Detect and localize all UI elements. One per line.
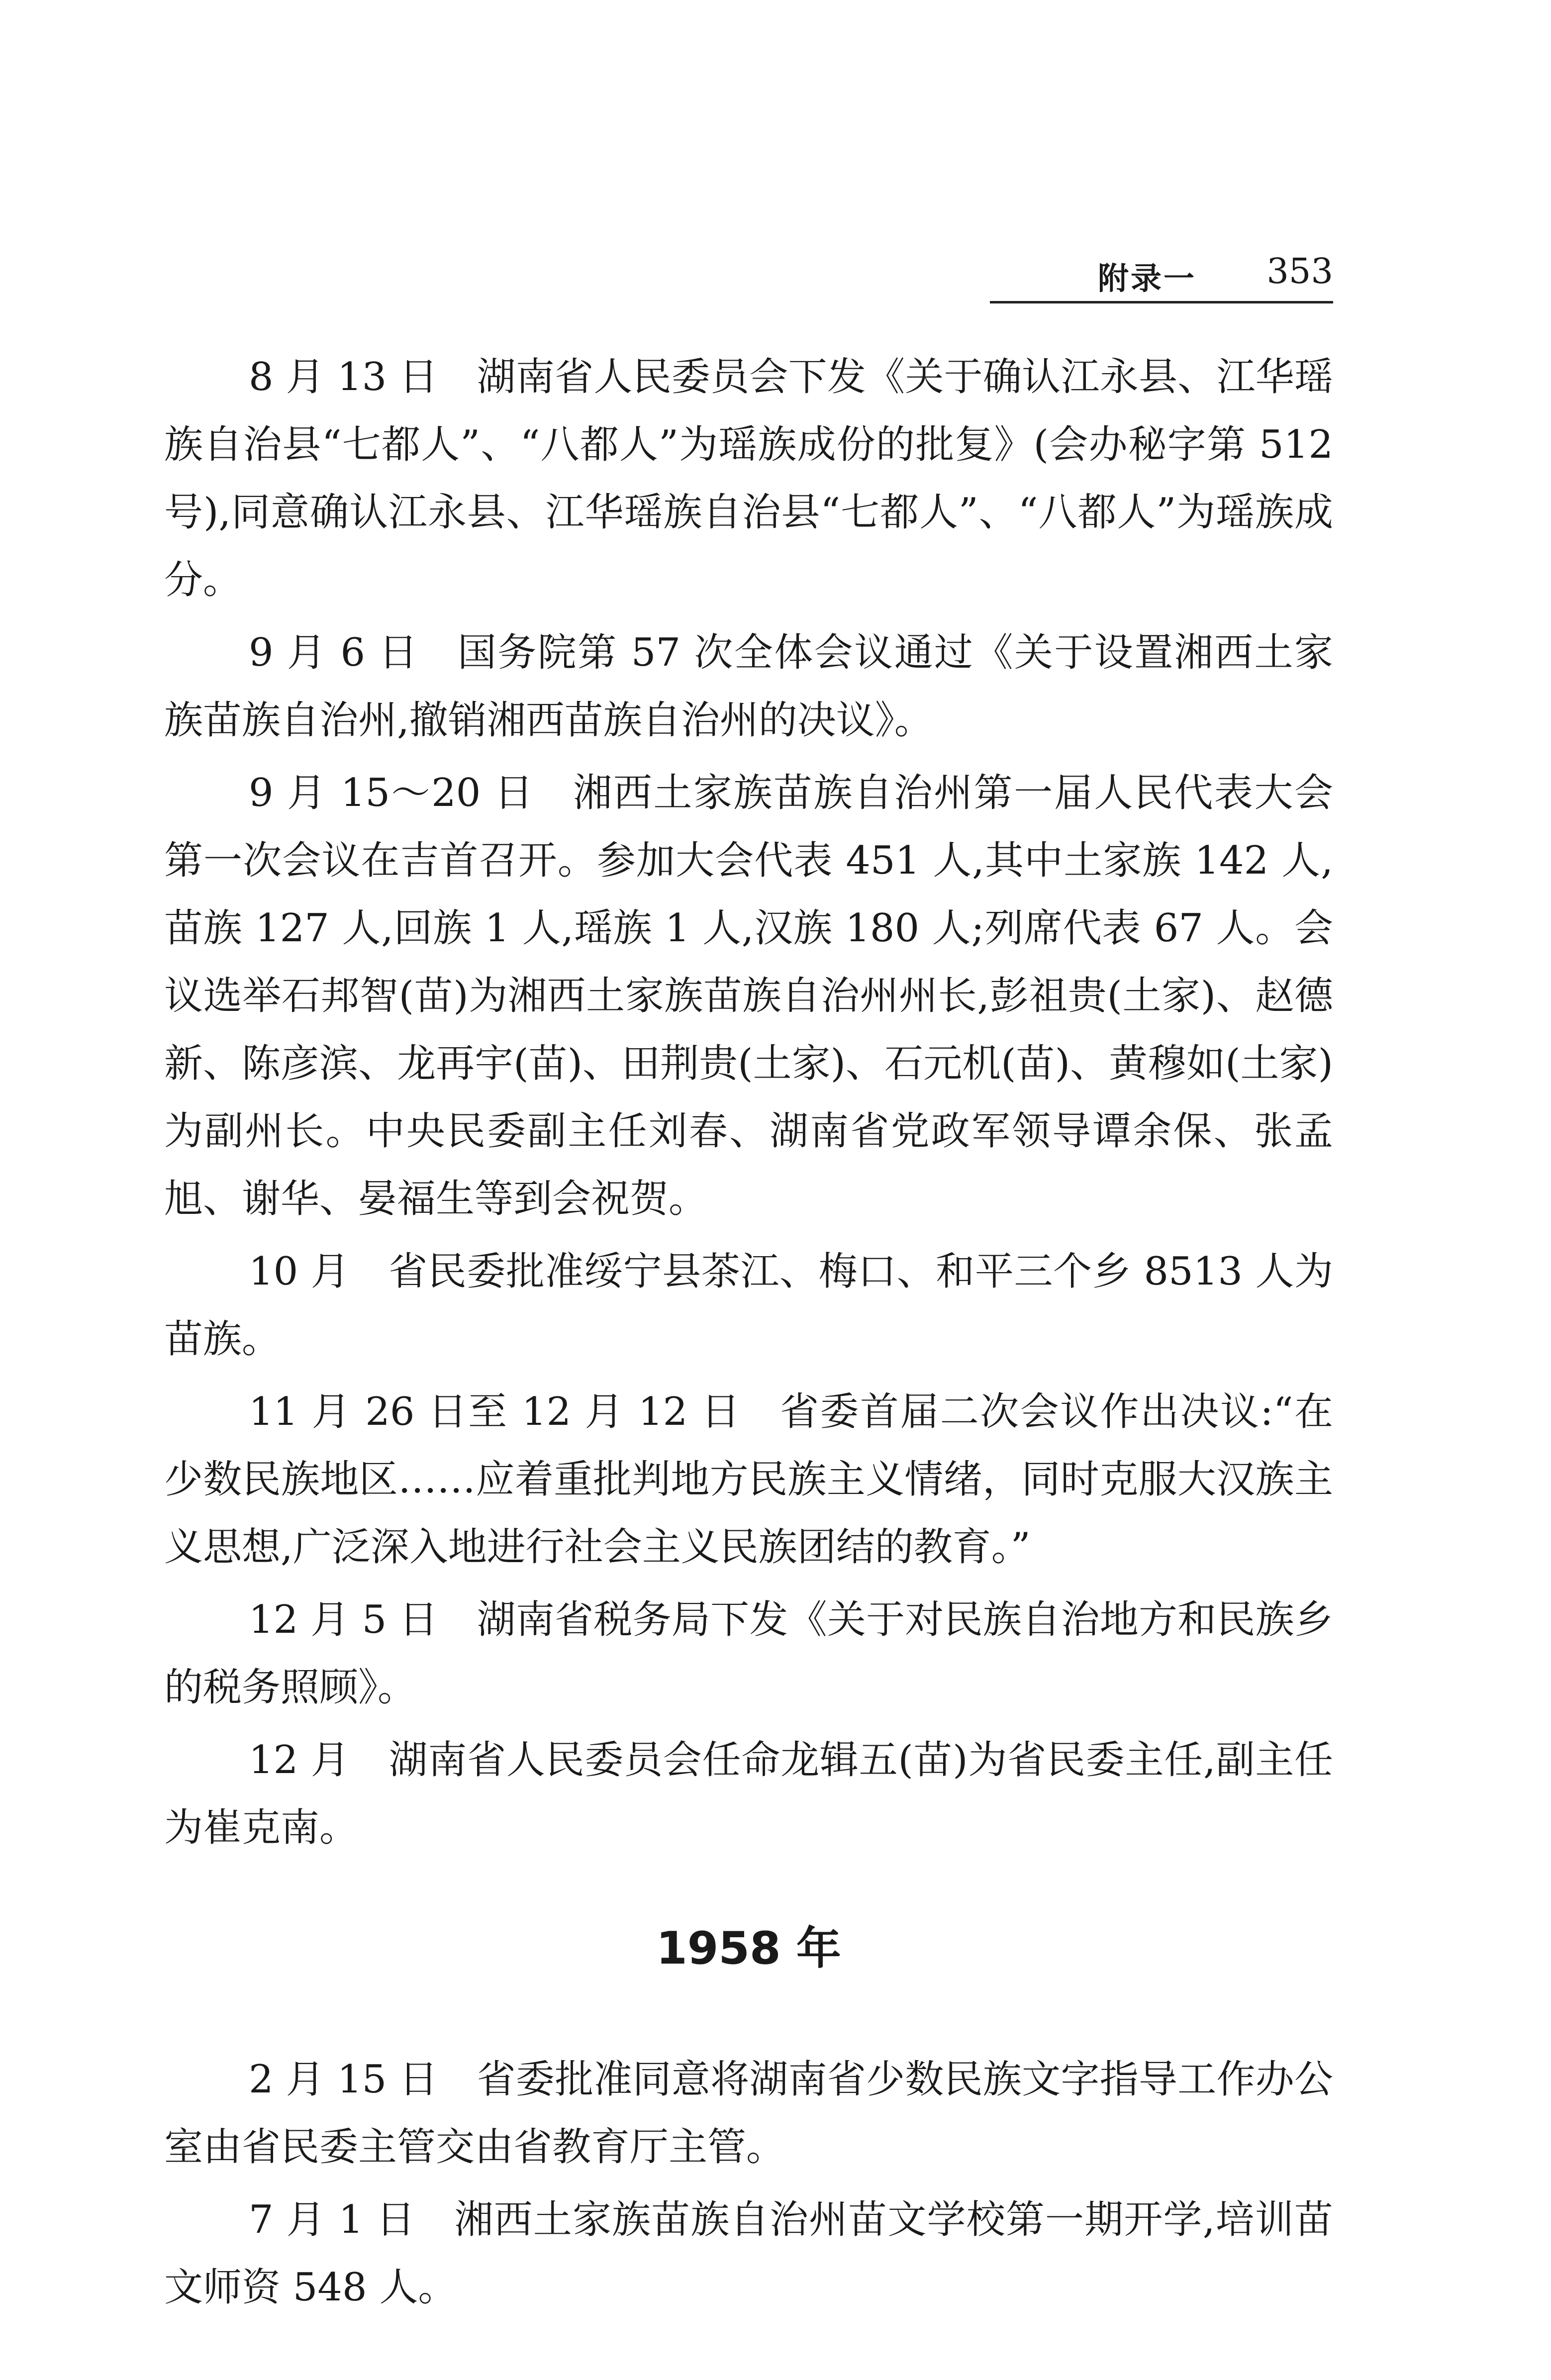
entry-text: 湘西土家族苗族自治州第一届人民代表大会第一次会议在吉首召开。参加大会代表 451 人,其中土家族 142 人,苗族 127 人,回族 1 人,瑶族 1 人,汉族 180 人;列席代表 67 人。会议选举石邦智(苗)为湘西土家族苗族自治州州长,彭祖贵(土家)、赵德新、陈彦滨、龙再宇(苗)、田荆贵(土家)、石元机(苗)、黄穆如(土家)为副州长。中央民委副主任刘春、湖南省党政军领导谭余保、张孟旭、谢华、晏福生等到会祝贺。 (164, 771, 1333, 1221)
chronology-entry (164, 1238, 1333, 1373)
entry-date: 12 月 (249, 1738, 350, 1783)
chronology-entry (164, 2046, 1333, 2181)
entry-date: 9 月 6 日 (249, 630, 419, 675)
chronology-entry (164, 759, 1333, 1233)
chronology-entry (164, 1378, 1333, 1581)
entry-text: 省委批准同意将湖南省少数民族文字指导工作办公室由省民委主管交由省教育厅主管。 (164, 2057, 1333, 2170)
year-heading: 1958 年 (656, 1922, 841, 1975)
chronology-entry (164, 1726, 1333, 1862)
entry-text: 湘西土家族苗族自治州苗文学校第一期开学,培训苗文师资 548 人。 (164, 2197, 1333, 2310)
entry-text: 湖南省人民委员会任命龙辑五(苗)为省民委主任,副主任为崔克南。 (164, 1738, 1333, 1850)
chronology-entry (164, 619, 1333, 754)
chronology-entry (164, 343, 1333, 614)
entry-text: 国务院第 57 次全体会议通过《关于设置湘西土家族苗族自治州,撤销湘西苗族自治州的决议》。 (164, 630, 1334, 743)
entry-date: 12 月 5 日 (249, 1597, 438, 1642)
chronology-entry (164, 1586, 1333, 1721)
header-section-label: 附录一 (1097, 260, 1196, 297)
entry-text: 湖南省税务局下发《关于对民族自治地方和民族乡的税务照顾》。 (164, 1597, 1333, 1710)
header-rule (990, 301, 1333, 303)
entry-date: 2 月 15 日 (249, 2057, 438, 2102)
entry-text: 省委首届二次会议作出决议:“在少数民族地区……应着重批判地方民族主义情绪，同时克服大汉族主义思想,广泛深入地进行社会主义民族团结的教育。” (164, 1389, 1333, 1570)
entry-date: 9 月 15～20 日 (249, 771, 535, 815)
entry-date: 8 月 13 日 (249, 355, 438, 399)
entry-text: 湖南省人民委员会下发《关于确认江永县、江华瑶族自治县“七都人”、“八都人”为瑶族成份的批复》(会办秘字第 512 号),同意确认江永县、江华瑶族自治县“七都人”、“八都人”为瑶族成分。 (164, 355, 1333, 602)
page-number: 353 (1266, 251, 1333, 292)
running-header (990, 249, 1333, 303)
entry-date: 11 月 26 日至 12 月 12 日 (249, 1389, 741, 1434)
entry-date: 7 月 1 日 (249, 2197, 416, 2242)
chronology-entry (164, 2186, 1333, 2321)
entry-text: 省民委批准绥宁县茶江、梅口、和平三个乡 8513 人为苗族。 (164, 1249, 1334, 1362)
entry-date: 10 月 (249, 1249, 350, 1294)
page-body (164, 343, 1333, 2326)
